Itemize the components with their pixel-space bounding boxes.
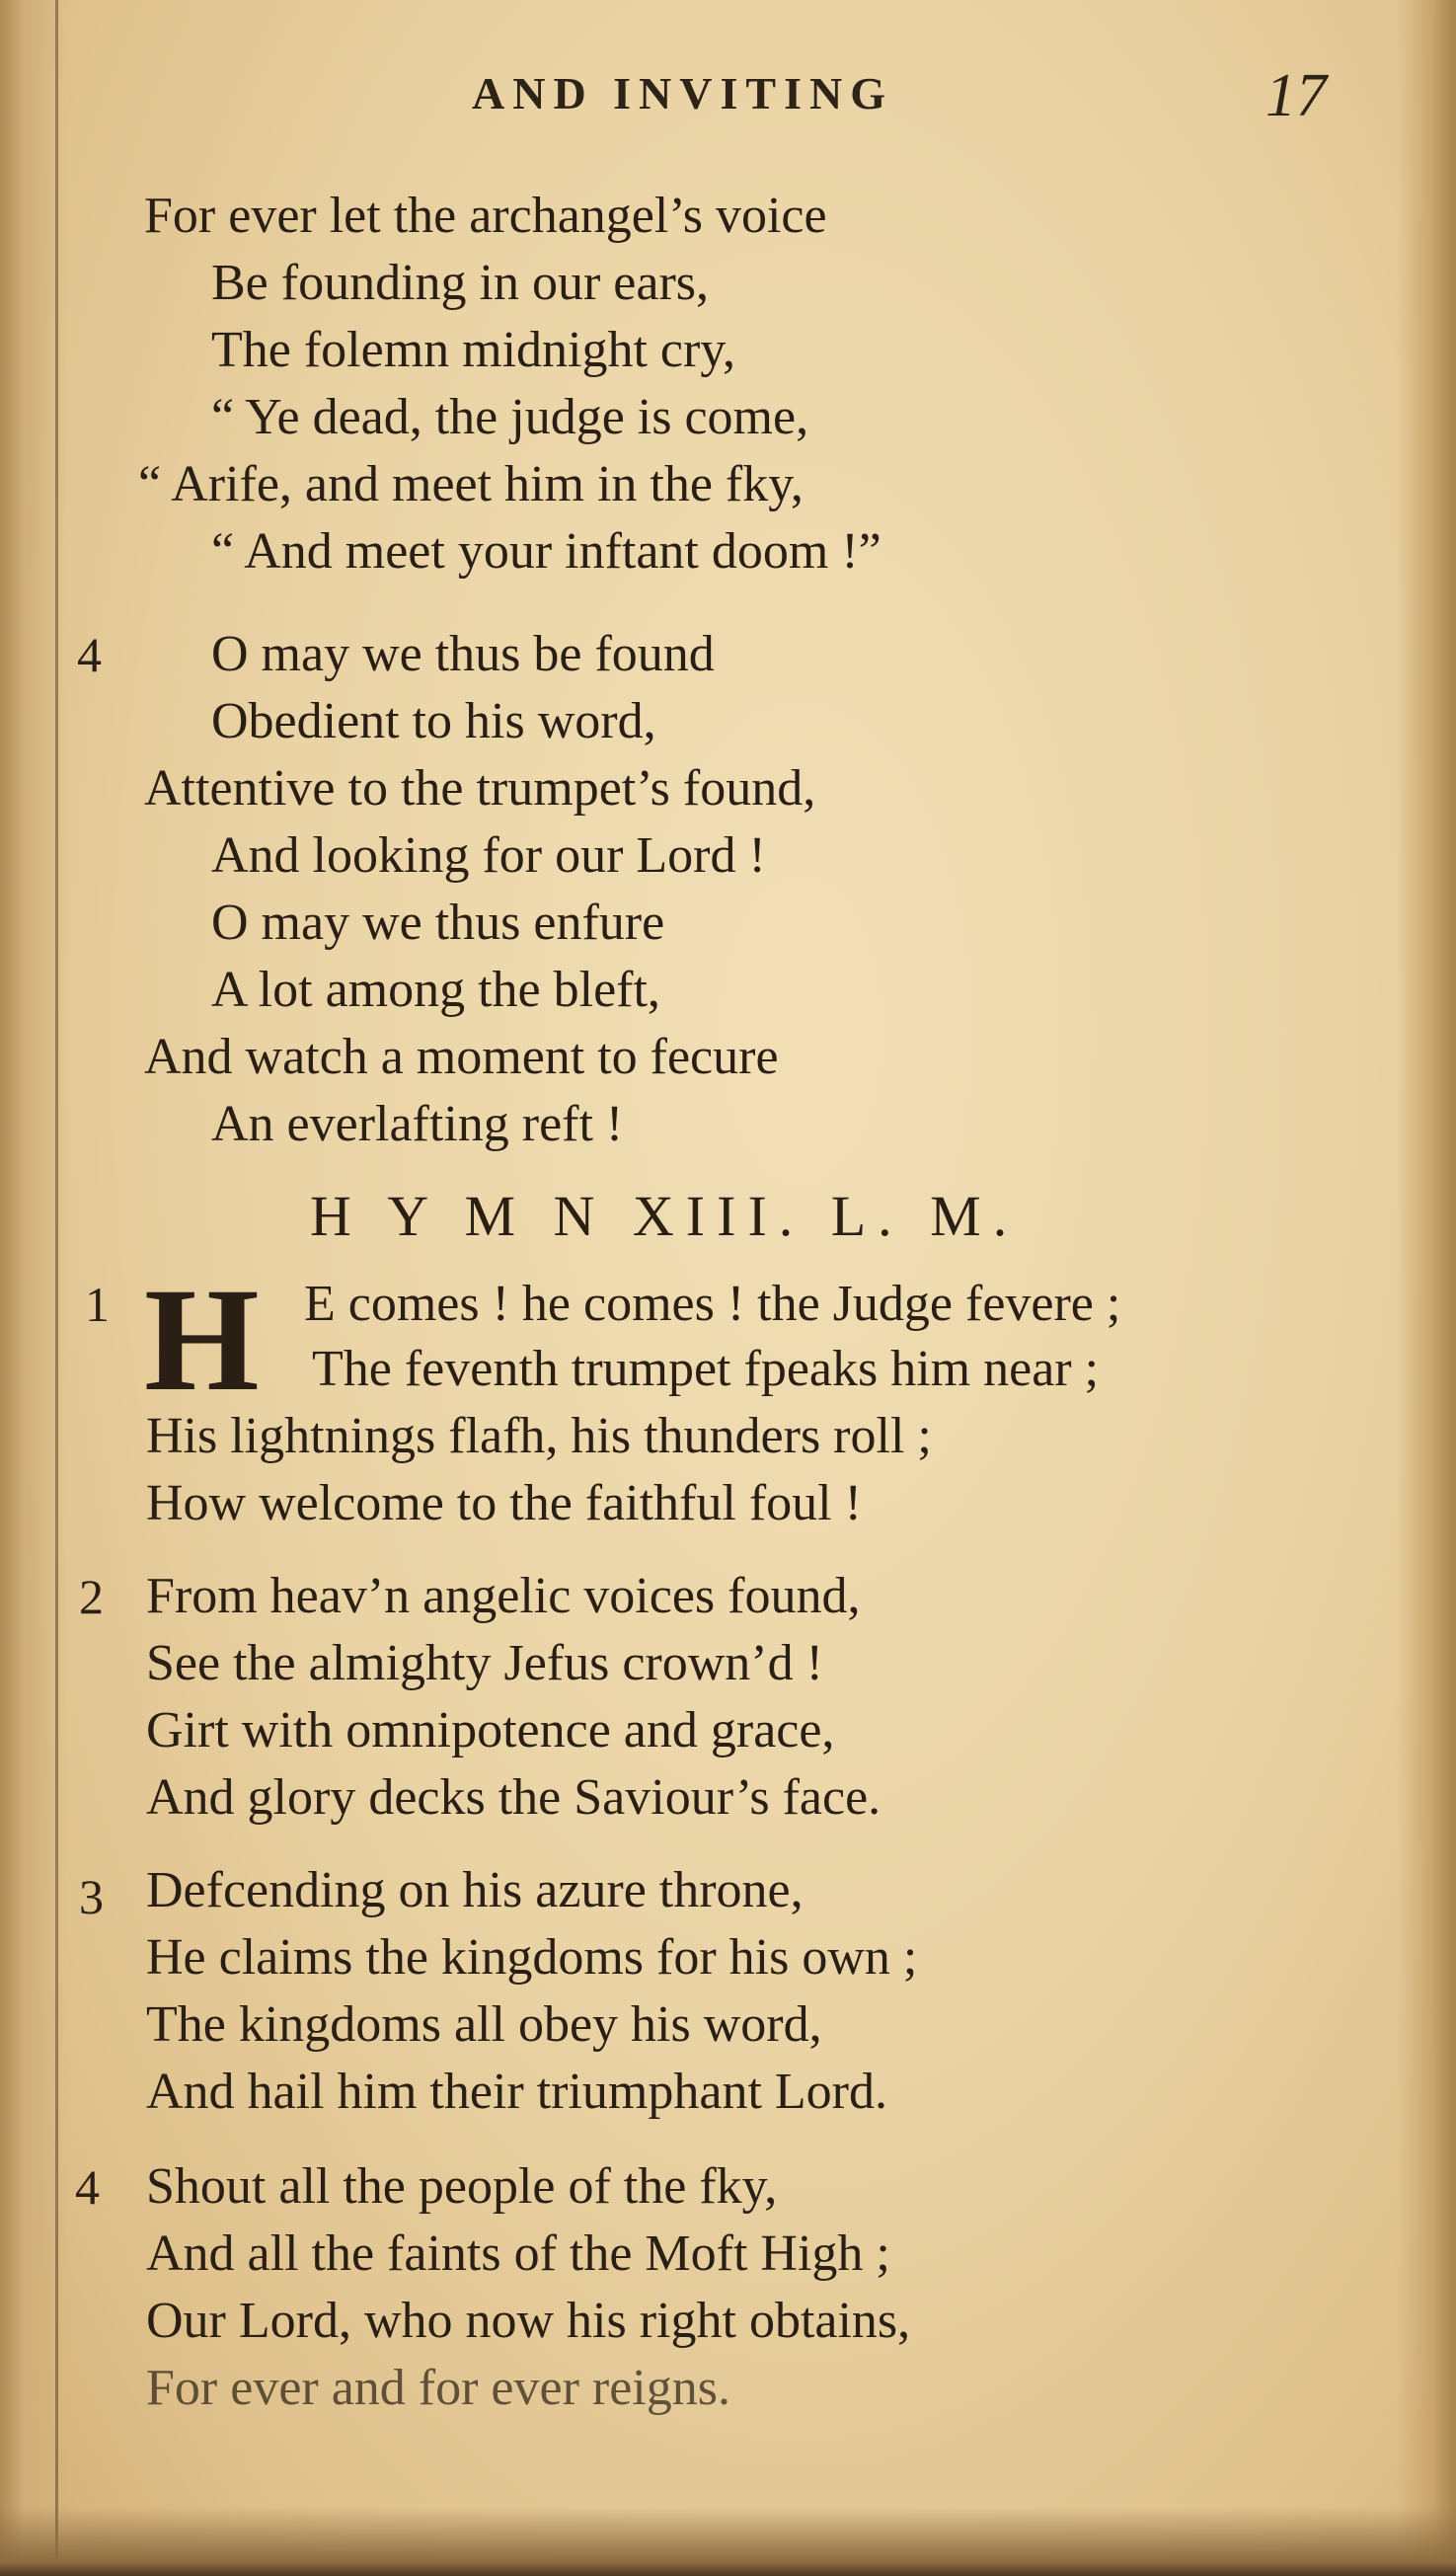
verse-line: O may we thus enfure	[211, 895, 665, 951]
verse-line: Obedient to his word,	[211, 693, 656, 749]
verse-line: An everlafting reft !	[211, 1096, 624, 1152]
verse-line: For ever let the archangel’s voice	[144, 188, 827, 244]
verse-line: For ever and for ever reigns.	[146, 2360, 730, 2416]
stanza-number: 1	[85, 1277, 110, 1332]
verse-line: A lot among the bleft,	[211, 962, 660, 1018]
verse-line: How welcome to the faithful foul !	[146, 1475, 862, 1531]
verse-line: “ Ye dead, the judge is come,	[211, 389, 809, 445]
verse-line: And glory decks the Saviour’s face.	[146, 1769, 881, 1826]
stanza-number: 4	[75, 2159, 100, 2215]
verse-line: From heav’n angelic voices found,	[146, 1568, 861, 1624]
verse-line: See the almighty Jefus crown’d !	[146, 1635, 823, 1691]
verse-line: Defcending on his azure throne,	[146, 1862, 804, 1918]
page-header	[0, 62, 1456, 136]
binding-line	[55, 0, 58, 2576]
running-head: AND INVITING	[472, 68, 893, 118]
verse-line: Attentive to the trumpet’s found,	[144, 760, 816, 817]
verse-line: “ And meet your inftant doom !”	[211, 523, 881, 580]
verse-line: He claims the kingdoms for his own ;	[146, 1929, 918, 1986]
stanza-number: 4	[77, 627, 102, 682]
verse-line: “ Arife, and meet him in the fky,	[138, 456, 804, 512]
stanza-number: 2	[79, 1569, 104, 1624]
stanza-number: 3	[79, 1869, 104, 1924]
verse-line: O may we thus be found	[211, 626, 715, 682]
verse-line: Our Lord, who now his right obtains,	[146, 2293, 911, 2349]
drop-cap: H	[144, 1258, 260, 1422]
verse-line: The kingdoms all obey his word,	[146, 1996, 822, 2053]
page-edge-bottom	[0, 2507, 1456, 2576]
hymn-title: H Y M N XIII. L. M.	[310, 1184, 1020, 1248]
page-number: 17	[1265, 62, 1327, 129]
verse-line: And watch a moment to fecure	[144, 1029, 779, 1085]
verse-line: Be founding in our ears,	[211, 255, 710, 311]
page-gutter	[0, 0, 69, 2576]
verse-line: Girt with omnipotence and grace,	[146, 1702, 835, 1758]
verse-line: And looking for our Lord !	[211, 827, 766, 884]
verse-line: And all the faints of the Moft High ;	[146, 2225, 890, 2282]
verse-line: Shout all the people of the fky,	[146, 2158, 778, 2215]
page-edge-right	[1397, 0, 1456, 2576]
verse-line: And hail him their triumphant Lord.	[146, 2064, 887, 2120]
verse-line: E comes ! he comes ! the Judge fevere ;	[304, 1276, 1121, 1332]
verse-line: The feventh trumpet fpeaks him near ;	[312, 1341, 1100, 1397]
verse-line: His lightnings flafh, his thunders roll ;	[146, 1408, 932, 1464]
verse-line: The folemn midnight cry,	[211, 322, 735, 378]
